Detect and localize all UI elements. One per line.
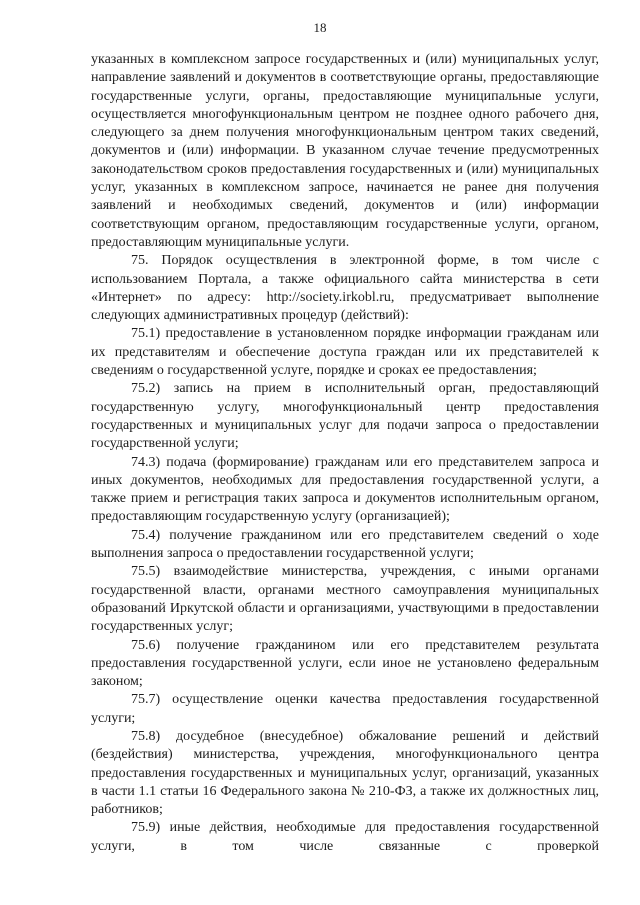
page-number: 18: [313, 20, 327, 35]
paragraph-75-1: 75.1) предоставление в установленном порядке информации гражданам или их представителям и обеспечение доступа граждан или их представителей к сведениям о государственной услуге, порядке и сроках ее предоставления;: [91, 326, 599, 379]
paragraph-75-9: 75.9) иные действия, необходимые для предоставления государственной услуги, в том числе связанные с проверкой: [91, 820, 599, 854]
document-body: [91, 51, 599, 856]
paragraph-continuation: указанных в комплексном запросе государственных и (или) муниципальных услуг, направление заявлений и документов в соответствующие органы, предоставляющие государственные услуги, органы, предоставляющие муниципальные услуги, осуществляется многофункциональным центром не позднее одного рабочего дня, следующего за днем получения многофункциональным центром таких сведений, документов и (или) информации. В указанном случае течение предусмотренных законодательством сроков предоставления государственных и (или) муниципальных услуг, указанных в комплексном запросе, начинается не ранее дня получения заявлений и необходимых сведений, документов и (или) информации соответствующим органом, предоставляющим государственные услуги, органом, предоставляющим муниципальные услуги.: [91, 52, 599, 250]
paragraph-75-8: 75.8) досудебное (внесудебное) обжалование решений и действий (бездействия) министерства, учреждения, многофункционального центра предоставления государственных и муниципальных услуг, организаций, указанных в части 1.1 статьи 16 Федерального закона № 210-ФЗ, а также их должностных лиц, работников;: [91, 728, 599, 818]
paragraph-75-6: 75.6) получение гражданином или его представителем результата предоставления государственной услуги, если иное не установлено федеральным законом;: [91, 637, 599, 690]
paragraph-75-7: 75.7) осуществление оценки качества предоставления государственной услуги;: [91, 692, 599, 726]
paragraph-75-4: 75.4) получение гражданином или его представителем сведений о ходе выполнения запроса о предоставлении государственной услуги;: [91, 527, 599, 562]
paragraph-74-3: 74.3) подача (формирование) гражданам или его представителем запроса и иных документов, необходимых для предоставления государственной услуги, а также прием и регистрация таких запроса и документов исполнительным органом, предоставляющим государственную услугу (организацией);: [91, 454, 599, 525]
paragraph-75-2: 75.2) запись на прием в исполнительный орган, предоставляющий государственную услугу, многофункциональный центр предоставления государственных и муниципальных услуг для подачи запроса о предоставлении государственной услуги;: [91, 381, 599, 452]
paragraph-75: 75. Порядок осуществления в электронной форме, в том числе с использованием Портала, а также официального сайта министерства в сети «Интернет» по адресу: http://society.irkobl.ru, предусматривает выполнение следующих административных процедур (действий):: [91, 253, 599, 324]
paragraph-75-5: 75.5) взаимодействие министерства, учреждения, с иными органами государственной власти, органами местного самоуправления муниципальных образований Иркутской области и организациями, участвующими в предоставлении государственных услуг;: [91, 564, 599, 635]
